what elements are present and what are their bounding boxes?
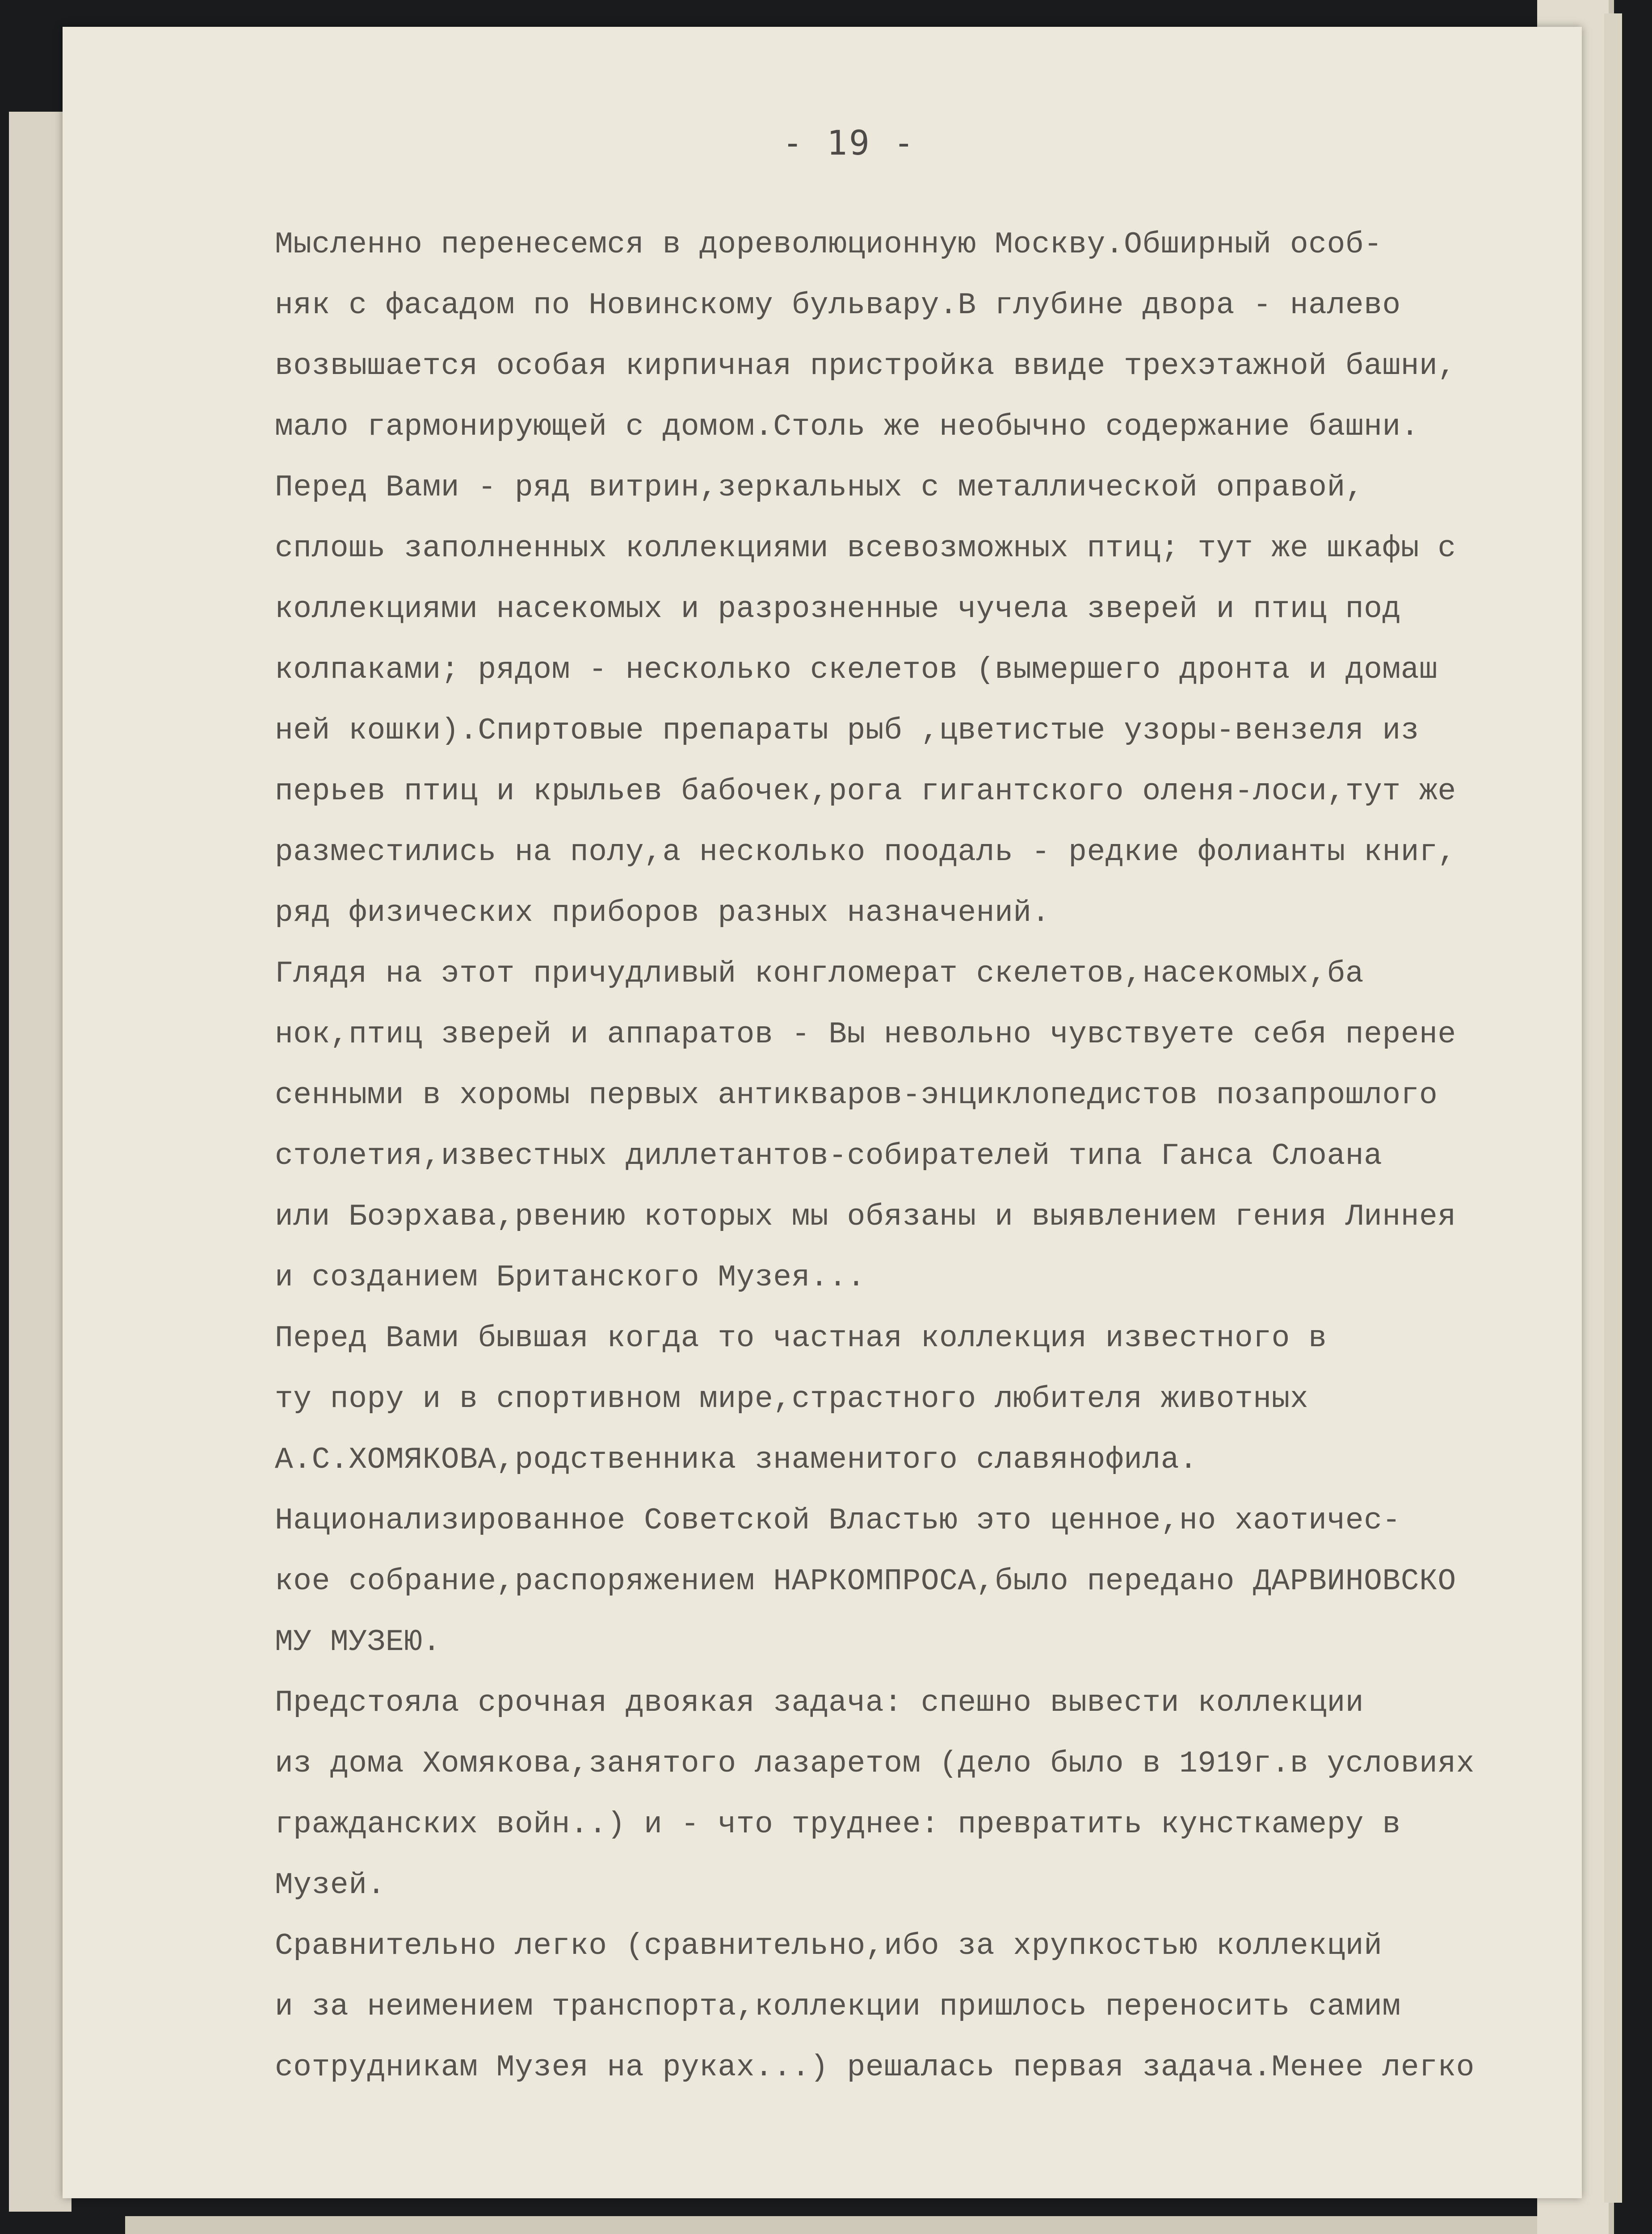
paragraph	[275, 1308, 1606, 1491]
paragraph	[275, 214, 1606, 458]
paragraph	[275, 1916, 1606, 2098]
paragraph	[275, 944, 1606, 1308]
text-line: Мысленно перенесемся в дореволюционную Москву.Обширный особ-	[275, 227, 1383, 262]
text-line: МУ МУЗЕЮ.	[275, 1625, 441, 1659]
text-line: А.С.ХОМЯКОВА,родственника знаменитого славянофила.	[275, 1443, 1198, 1477]
text-line: возвышается особая кирпичная пристройка ввиде трехэтажной башни,	[275, 349, 1456, 383]
text-line: Перед Вами - ряд витрин,зеркальных с металлической оправой,	[275, 470, 1364, 505]
text-line: кое собрание,распоряжением НАРКОМПРОСА,было передано ДАРВИНОВСКО	[275, 1564, 1456, 1599]
text-line: ней кошки).Спиртовые препараты рыб ,цветистые узоры-вензеля из	[275, 714, 1420, 748]
paragraph	[275, 1673, 1606, 1916]
text-line: или Боэрхава,рвению которых мы обязаны и выявлением гения Линнея	[275, 1200, 1456, 1234]
text-line: коллекциями насекомых и разрозненные чучела зверей и птиц под	[275, 592, 1401, 626]
text-line: мало гармонирующей с домом.Столь же необычно содержание башни.	[275, 410, 1420, 444]
text-line: из дома Хомякова,занятого лазаретом (дело было в 1919г.в условиях	[275, 1747, 1475, 1781]
text-line: и за неимением транспорта,коллекции пришлось переносить самим	[275, 1990, 1401, 2024]
underlying-sheet-left-edge	[9, 112, 71, 2212]
text-line: перьев птиц и крыльев бабочек,рога гигантского оленя-лоси,тут же	[275, 774, 1456, 809]
text-line: Музей.	[275, 1868, 386, 1902]
text-line: и созданием Британского Музея...	[275, 1260, 866, 1295]
text-line: нок,птиц зверей и аппаратов - Вы невольно чувствуете себя перене	[275, 1017, 1456, 1052]
underlying-sheet-right-edge-2	[1604, 13, 1622, 2203]
body-text	[275, 214, 1606, 2098]
typewritten-page	[63, 27, 1582, 2198]
text-line: няк с фасадом по Новинскому бульвару.В глубине двора - налево	[275, 288, 1401, 323]
text-line: ту пору и в спортивном мире,страстного любителя животных	[275, 1382, 1309, 1416]
text-line: колпаками; рядом - несколько скелетов (вымершего дронта и домаш	[275, 653, 1438, 687]
text-line: разместились на полу,а несколько поодаль - редкие фолианты книг,	[275, 835, 1456, 869]
text-line: Предстояла срочная двоякая задача: спешно вывести коллекции	[275, 1686, 1364, 1720]
underlying-sheet-bottom-edge	[125, 2216, 1555, 2234]
text-line: Глядя на этот причудливый конгломерат скелетов,насекомых,ба	[275, 957, 1364, 991]
text-line: гражданских войн..) и - что труднее: превратить кунсткамеру в	[275, 1807, 1401, 1842]
text-line: сплошь заполненных коллекциями всевозможных птиц; тут же шкафы с	[275, 531, 1456, 566]
text-line: сенными в хоромы первых антикваров-энциклопедистов позапрошлого	[275, 1078, 1438, 1113]
text-line: столетия,известных диллетантов-собирателей типа Ганса Слоана	[275, 1139, 1383, 1173]
paragraph	[275, 1491, 1606, 1673]
text-line: Национализированное Советской Властью это ценное,но хаотичес-	[275, 1503, 1401, 1538]
text-line: ряд физических приборов разных назначений.	[275, 896, 1050, 930]
page-number: - 19 -	[782, 123, 916, 163]
paragraph	[275, 458, 1606, 944]
text-line: Перед Вами бывшая когда то частная коллекция известного в	[275, 1321, 1327, 1356]
text-line: сотрудникам Музея на руках...) решалась первая задача.Менее легко	[275, 2050, 1475, 2085]
text-line: Сравнительно легко (сравнительно,ибо за хрупкостью коллекций	[275, 1929, 1383, 1963]
